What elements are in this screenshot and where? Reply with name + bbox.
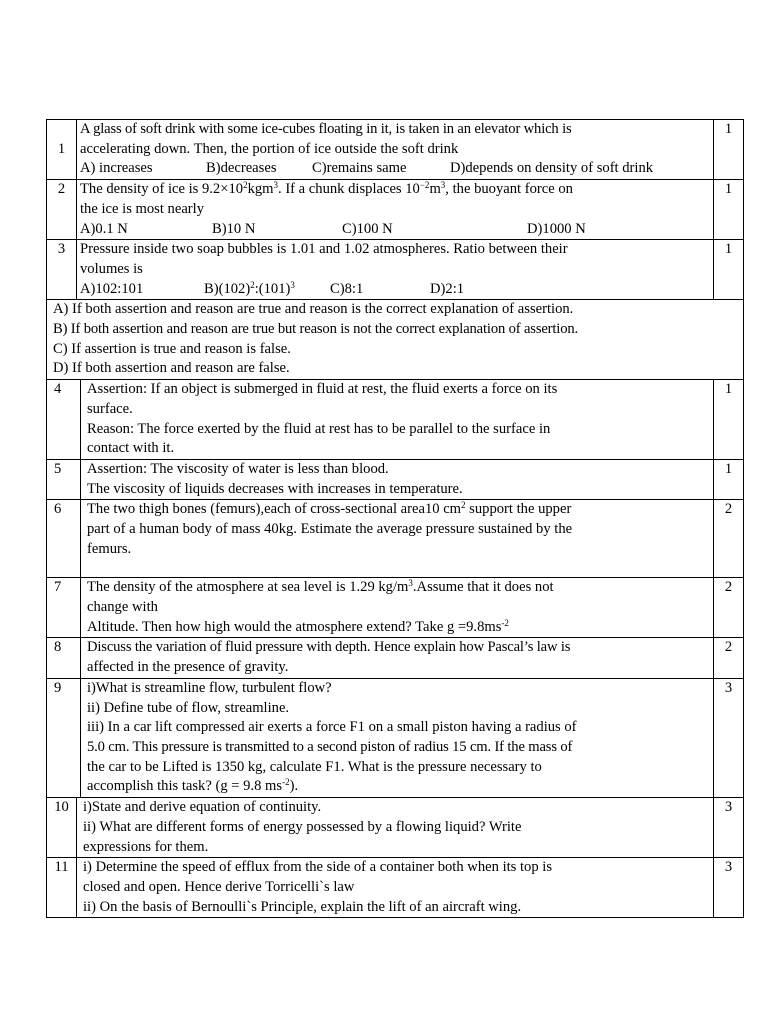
question-text [77,798,714,858]
question-line: part of a human body of mass 40kg. Estimate the average pressure sustained by the [87,521,573,538]
question-number: 11 [47,858,77,918]
question-text [77,120,714,180]
option-d: D)2:1 [430,280,465,297]
question-marks: 1 [714,120,744,180]
answer-options [80,159,713,179]
question-number: 6 [47,500,81,578]
question-line: ii) Define tube of flow, streamline. [87,699,290,716]
question-text [81,678,714,797]
question-line: affected in the presence of gravity. [87,659,289,676]
question-marks: 1 [714,459,744,499]
option-a: A) increases [80,160,153,177]
question-row-7 [47,578,744,638]
option-c: C)remains same [312,160,407,177]
answer-options [80,220,713,240]
question-line: ii) On the basis of Bernoulli`s Principle, explain the lift of an aircraft wing. [83,898,522,915]
question-line: iii) In a car lift compressed air exerts a force F1 on a small piston having a radius of [87,719,577,736]
question-row-10 [47,798,744,858]
question-text [81,380,714,460]
question-number: 10 [47,798,77,858]
question-line: ii) What are different forms of energy possessed by a flowing liquid? Write [83,818,522,835]
question-line: accelerating down. Then, the portion of ice outside the soft drink [80,140,459,157]
question-line: Assertion: If an object is submerged in fluid at rest, the fluid exerts a force on its [87,381,558,398]
question-line: surface. [87,400,133,417]
question-marks: 3 [714,798,744,858]
question-text [77,180,714,240]
question-line: accomplish this task? (g = 9.8 $ms^{-2}$). [87,777,299,795]
question-number: 2 [47,180,77,240]
question-number: 3 [47,240,77,300]
question-marks: 2 [714,500,744,578]
question-marks: 3 [714,678,744,797]
question-line: the car to be Lifted is 1350 kg, calculate F1. What is the pressure necessary to [87,758,542,775]
question-text [81,459,714,499]
question-line: Altitude. Then how high would the atmosphere extend? Take $g =9.8ms^{-2}$ [87,617,509,635]
question-number: 9 [47,678,81,797]
question-number: 4 [47,380,81,460]
question-number: 5 [47,459,81,499]
option-d: D)1000 N [527,220,586,237]
option-b: B)decreases [206,160,277,177]
question-text [81,638,714,678]
question-table [46,119,744,918]
option-a: A)0.1 N [80,220,128,237]
question-line: The two thigh bones (femurs),each of cross-sectional area10 $cm^2$ support the upper [87,500,572,518]
question-row-11 [47,858,744,918]
key-option-b: B) If both assertion and reason are true but reason is not the correct explanation of assertion. [53,321,578,338]
question-row-3 [47,240,744,300]
question-text [77,240,714,300]
option-c: C)100 N [342,220,393,237]
question-line: volumes is [80,260,143,277]
question-marks: 1 [714,380,744,460]
question-marks: 2 [714,578,744,638]
question-row-1 [47,120,744,180]
option-a: A)102:101 [80,280,144,297]
question-text [81,578,714,638]
assertion-reason-key-row [47,300,744,380]
key-option-a: A) If both assertion and reason are true and reason is the correct explanation of assertion. [53,301,574,318]
option-d: D)depends on density of soft drink [450,160,654,177]
question-line: femurs. [87,540,132,557]
question-row-2 [47,180,744,240]
question-line: 5.0 cm. This pressure is transmitted to a second piston of radius 15 cm. If the mass of [87,738,573,755]
question-number: 1 [47,120,77,180]
question-line: closed and open. Hence derive Torricelli`s law [83,878,355,895]
question-marks: 1 [714,240,744,300]
question-line: Pressure inside two soap bubbles is 1.01 and 1.02 atmospheres. Ratio between their [80,241,568,258]
question-text [77,858,714,918]
question-line: change with [87,599,158,616]
question-number: 7 [47,578,81,638]
question-line: Assertion: The viscosity of water is less than blood. [87,460,389,477]
key-option-d: D) If both assertion and reason are false. [53,360,290,377]
question-row-5 [47,459,744,499]
question-row-8 [47,638,744,678]
question-line: expressions for them. [83,838,209,855]
question-line: A glass of soft drink with some ice-cubes floating in it, is taken in an elevator which is [80,121,572,137]
answer-options [80,280,713,300]
question-line: The viscosity of liquids decreases with increases in temperature. [87,480,463,497]
question-row-9 [47,678,744,797]
question-line: Reason: The force exerted by the fluid at rest has to be parallel to the surface in [87,420,551,437]
question-line: i) Determine the speed of efflux from the side of a container both when its top is [83,859,553,876]
question-sheet [46,119,743,918]
question-line: Discuss the variation of fluid pressure with depth. Hence explain how Pascal’s law is [87,639,571,656]
question-line: The density of ice is $9.2\times 10^2kgm^3$. If a chunk displaces $10^{-2}m^3$, the buoyant force on [80,180,573,198]
question-marks: 1 [714,180,744,240]
question-number: 8 [47,638,81,678]
question-line: The density of the atmosphere at sea level is 1.29 $kg/m^3.Assume$ that it does not [87,578,554,596]
option-c: C)8:1 [330,280,364,297]
question-line: i)State and derive equation of continuity. [83,799,322,816]
question-line: i)What is streamline flow, turbulent flow? [87,679,332,696]
question-marks: 2 [714,638,744,678]
key-option-c: C) If assertion is true and reason is false. [53,340,291,357]
option-b: $B)(102)^2:(101)^3$ [204,279,295,297]
question-row-4 [47,380,744,460]
assertion-reason-key [47,300,744,380]
option-b: B)10 N [212,220,256,237]
question-line: the ice is most nearly [80,200,205,217]
question-row-6 [47,500,744,578]
question-text [81,500,714,578]
question-marks: 3 [714,858,744,918]
question-line: contact with it. [87,440,175,457]
